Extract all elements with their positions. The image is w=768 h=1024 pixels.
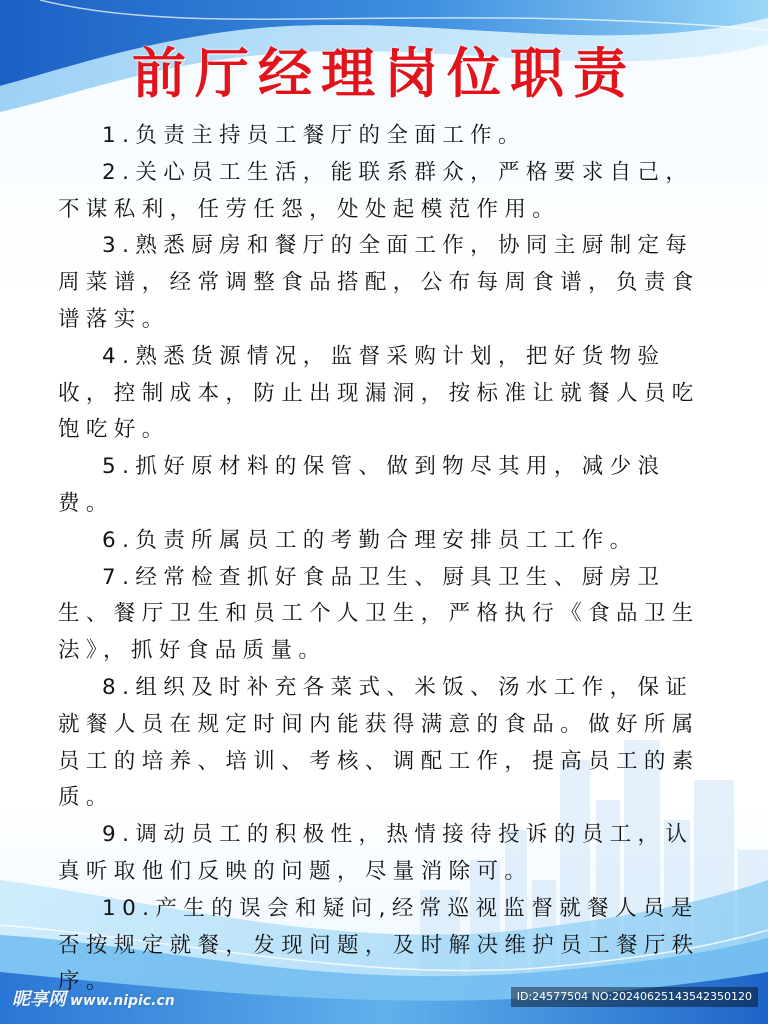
duty-list bbox=[58, 118, 720, 1001]
duty-item-9: 9.调动员工的积极性，热情接待投诉的员工，认真听取他们反映的问题，尽量消除可。 bbox=[58, 822, 694, 884]
duty-item-6: 6.负责所属员工的考勤合理安排员工工作。 bbox=[102, 527, 638, 553]
watermark-url: www.nipic.cn bbox=[70, 993, 175, 1009]
duty-item-2: 2.关心员工生活，能联系群众，严格要求自己，不谋私利，任劳任怨，处处起模范作用。 bbox=[58, 159, 694, 222]
watermark-logo bbox=[12, 985, 175, 1011]
duty-item-7: 7.经常检查抓好食品卫生、厨具卫生、厨房卫生、餐厅卫生和员工个人卫生，严格执行《食品卫生法》，抓好食品质量。 bbox=[58, 564, 700, 664]
duty-item-5: 5.抓好原材料的保管、做到物尽其用，减少浪费。 bbox=[58, 454, 666, 516]
duty-item-10: 10.产生的误会和疑问,经常巡视监督就餐人员是否按规定就餐，发现问题，及时解决维护员工餐厅秩序。 bbox=[58, 895, 700, 995]
duty-item-1: 1.负责主持员工餐厅的全面工作。 bbox=[102, 123, 526, 148]
duty-item-8: 8.组织及时补充各菜式、米饭、汤水工作，保证就餐人员在规定时间内能获得满意的食品。做好所属员工的培养、培训、考核、调配工作，提高员工的素质。 bbox=[58, 674, 700, 811]
duty-item-4: 4.熟悉货源情况，监督采购计划，把好货物验收，控制成本，防止出现漏洞，按标准让就餐人员吃饱吃好。 bbox=[58, 343, 700, 443]
watermark-id: ID:24577504 NO:20240625143542350120 bbox=[511, 987, 758, 1007]
watermark-logo-text: 昵享网 bbox=[12, 989, 66, 1010]
poster-title: 前厅经理岗位职责 bbox=[132, 42, 636, 105]
duty-item-3: 3.熟悉厨房和餐厅的全面工作，协同主厨制定每周菜谱，经常调整食品搭配，公布每周食谱，负责食谱落实。 bbox=[58, 233, 700, 332]
